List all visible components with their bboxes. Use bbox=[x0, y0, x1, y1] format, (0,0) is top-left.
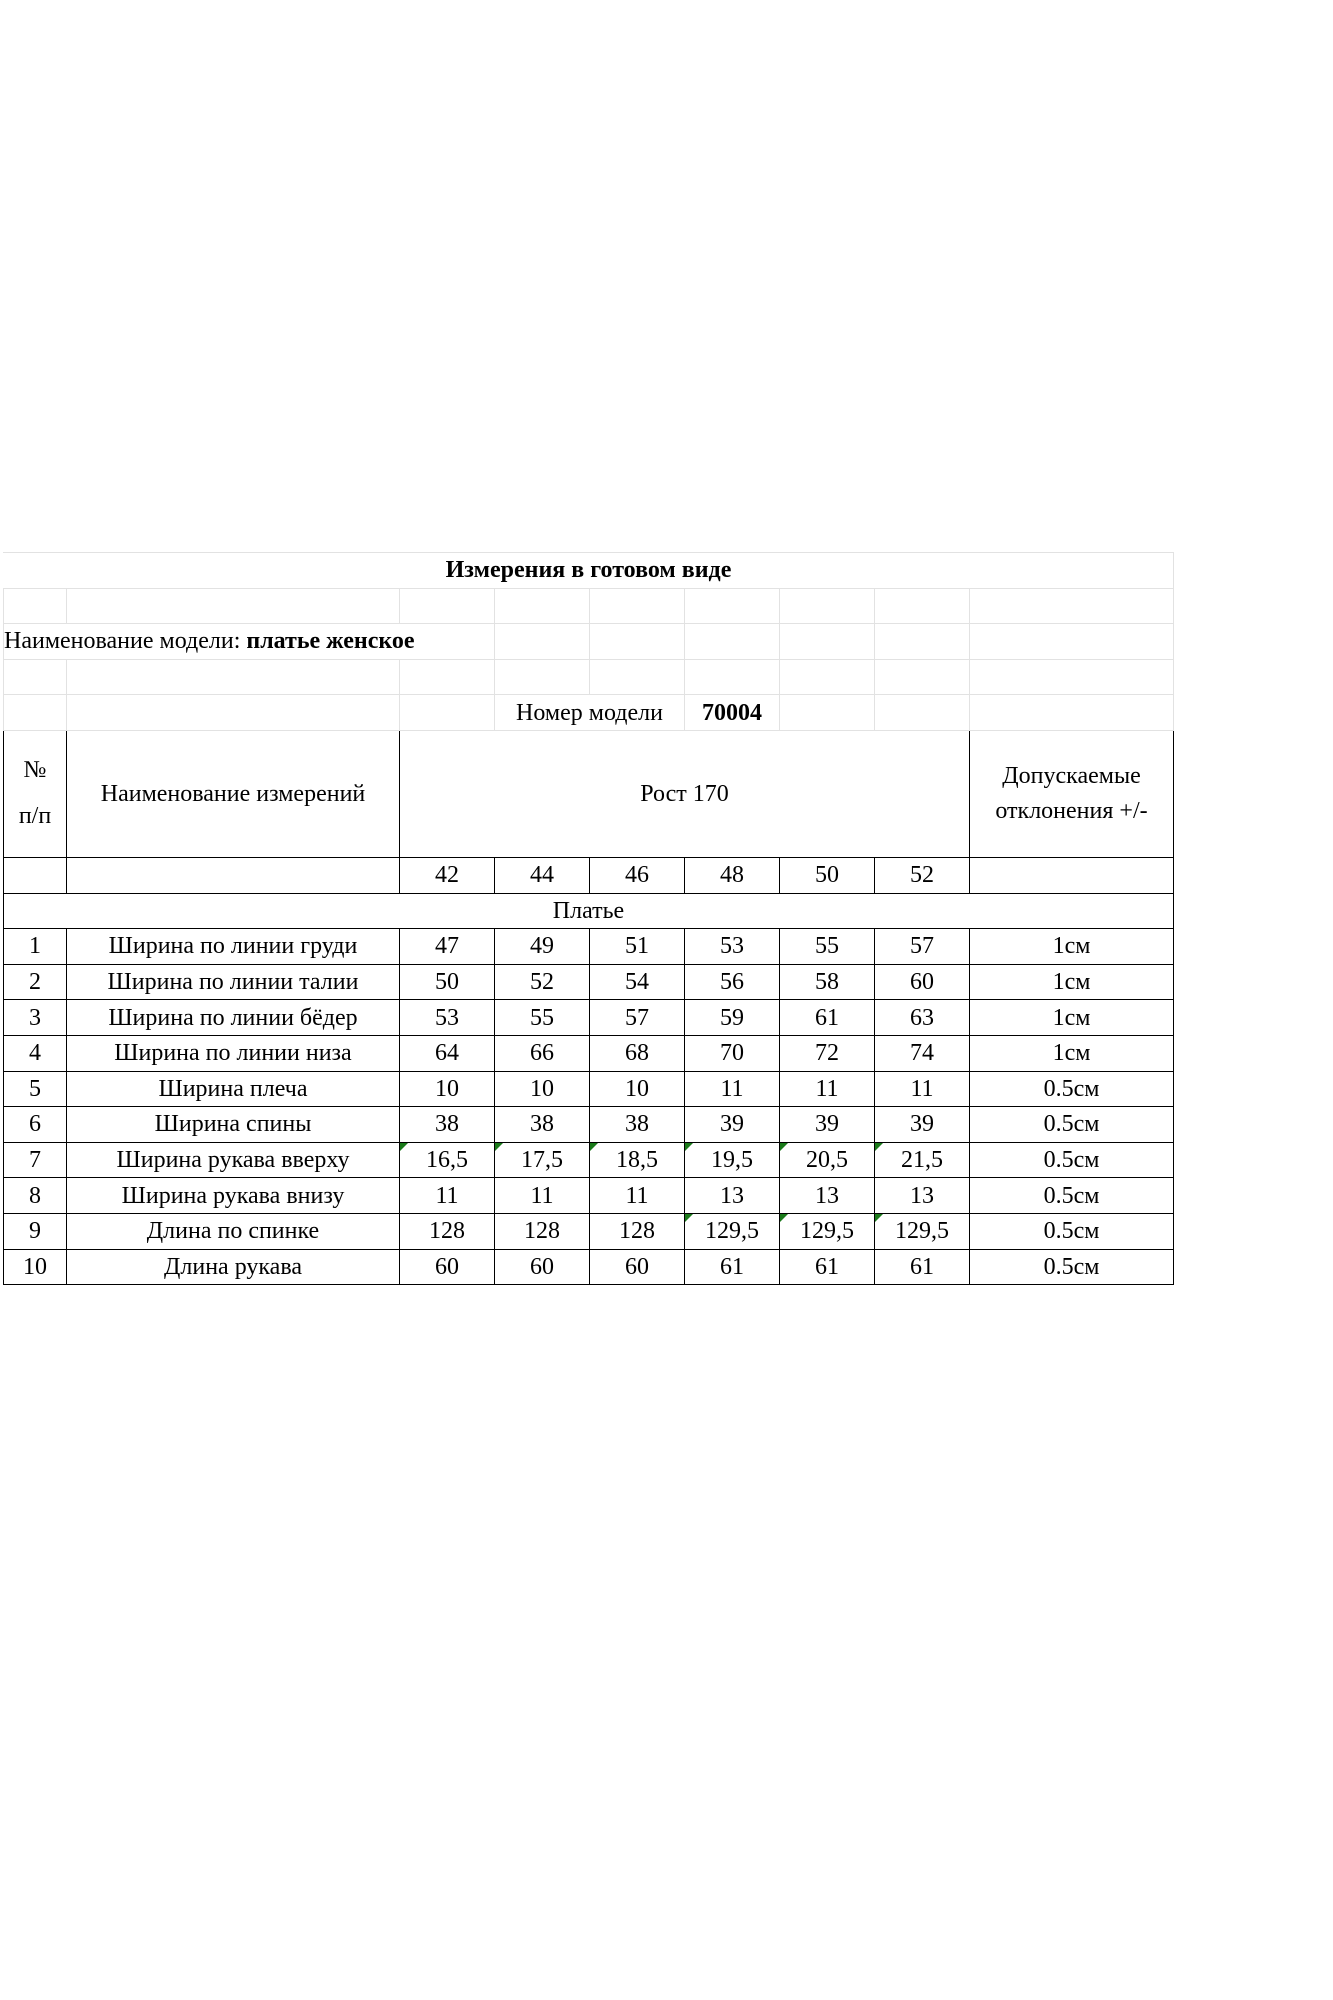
measurement-name: Ширина по линии бёдер bbox=[67, 1000, 400, 1036]
tolerance-value: 0.5см bbox=[970, 1178, 1174, 1214]
measurement-value: 11 bbox=[590, 1178, 685, 1214]
size-cell: 50 bbox=[780, 857, 875, 893]
row-number: 1 bbox=[4, 929, 67, 965]
row-number: 3 bbox=[4, 1000, 67, 1036]
measurement-value: 13 bbox=[875, 1178, 970, 1214]
measurement-value: 57 bbox=[590, 1000, 685, 1036]
measurement-value: 129,5 bbox=[685, 1213, 780, 1249]
measurement-value: 61 bbox=[875, 1249, 970, 1285]
row-number: 2 bbox=[4, 964, 67, 1000]
measurement-value: 11 bbox=[780, 1071, 875, 1107]
measurement-value: 18,5 bbox=[590, 1142, 685, 1178]
measurement-value: 51 bbox=[590, 929, 685, 965]
measurement-name: Ширина рукава вверху bbox=[67, 1142, 400, 1178]
table-row bbox=[4, 929, 1174, 965]
row-number: 4 bbox=[4, 1035, 67, 1071]
section-label: Платье bbox=[4, 893, 1174, 929]
measurement-value: 39 bbox=[875, 1107, 970, 1143]
size-cell: 44 bbox=[495, 857, 590, 893]
tolerance-value: 1см bbox=[970, 1000, 1174, 1036]
table-row bbox=[4, 1249, 1174, 1285]
table-row bbox=[4, 1035, 1174, 1071]
measurement-value: 61 bbox=[780, 1249, 875, 1285]
measurement-value: 17,5 bbox=[495, 1142, 590, 1178]
measurement-value: 128 bbox=[495, 1213, 590, 1249]
header-tolerance bbox=[970, 730, 1174, 857]
tolerance-value: 1см bbox=[970, 1035, 1174, 1071]
measurement-value: 58 bbox=[780, 964, 875, 1000]
measurement-value: 38 bbox=[400, 1107, 495, 1143]
measurement-value: 52 bbox=[495, 964, 590, 1000]
size-cell: 52 bbox=[875, 857, 970, 893]
measurement-value: 11 bbox=[400, 1178, 495, 1214]
size-cell: 42 bbox=[400, 857, 495, 893]
measurement-value: 63 bbox=[875, 1000, 970, 1036]
measurement-rows bbox=[4, 929, 1174, 1285]
measurement-name: Ширина по линии груди bbox=[67, 929, 400, 965]
header-num bbox=[4, 730, 67, 857]
measurement-value: 21,5 bbox=[875, 1142, 970, 1178]
measurement-value: 11 bbox=[875, 1071, 970, 1107]
measurement-value: 53 bbox=[400, 1000, 495, 1036]
measurement-value: 19,5 bbox=[685, 1142, 780, 1178]
measurement-value: 39 bbox=[780, 1107, 875, 1143]
measurement-value: 129,5 bbox=[780, 1213, 875, 1249]
measurement-value: 13 bbox=[685, 1178, 780, 1214]
table-row bbox=[4, 1213, 1174, 1249]
measurement-name: Ширина по линии низа bbox=[67, 1035, 400, 1071]
model-number-label: Номер модели bbox=[495, 695, 685, 731]
measurement-value: 61 bbox=[685, 1249, 780, 1285]
measurement-value: 70 bbox=[685, 1035, 780, 1071]
measurement-value: 56 bbox=[685, 964, 780, 1000]
header-height: Рост 170 bbox=[400, 730, 970, 857]
measurement-name: Ширина плеча bbox=[67, 1071, 400, 1107]
measurement-value: 11 bbox=[685, 1071, 780, 1107]
header-tolerance-line2: отклонения +/- bbox=[995, 797, 1148, 824]
measurement-name: Ширина по линии талии bbox=[67, 964, 400, 1000]
header-tolerance-line1: Допускаемые bbox=[1002, 763, 1141, 790]
measurement-value: 129,5 bbox=[875, 1213, 970, 1249]
measurement-value: 55 bbox=[780, 929, 875, 965]
measurement-value: 13 bbox=[780, 1178, 875, 1214]
measurement-value: 53 bbox=[685, 929, 780, 965]
sheet-title: Измерения в готовом виде bbox=[4, 553, 1174, 589]
measurement-value: 60 bbox=[400, 1249, 495, 1285]
table-row bbox=[4, 964, 1174, 1000]
measurement-value: 16,5 bbox=[400, 1142, 495, 1178]
size-cell: 46 bbox=[590, 857, 685, 893]
measurement-value: 128 bbox=[400, 1213, 495, 1249]
measurement-value: 11 bbox=[495, 1178, 590, 1214]
measurement-value: 60 bbox=[495, 1249, 590, 1285]
tolerance-value: 0.5см bbox=[970, 1213, 1174, 1249]
measurement-value: 74 bbox=[875, 1035, 970, 1071]
table-row bbox=[4, 1178, 1174, 1214]
measurement-value: 10 bbox=[400, 1071, 495, 1107]
measurement-name: Ширина спины bbox=[67, 1107, 400, 1143]
measurement-value: 47 bbox=[400, 929, 495, 965]
tolerance-value: 0.5см bbox=[970, 1071, 1174, 1107]
size-cell: 48 bbox=[685, 857, 780, 893]
measurement-value: 61 bbox=[780, 1000, 875, 1036]
measurement-value: 60 bbox=[590, 1249, 685, 1285]
measurement-value: 10 bbox=[590, 1071, 685, 1107]
tolerance-value: 0.5см bbox=[970, 1249, 1174, 1285]
measurement-value: 68 bbox=[590, 1035, 685, 1071]
row-number: 10 bbox=[4, 1249, 67, 1285]
table-row bbox=[4, 1000, 1174, 1036]
header-num-bottom: п/п bbox=[18, 802, 52, 829]
header-num-top: № bbox=[23, 757, 47, 784]
measurement-name: Длина рукава bbox=[67, 1249, 400, 1285]
tolerance-value: 0.5см bbox=[970, 1107, 1174, 1143]
measurement-value: 57 bbox=[875, 929, 970, 965]
row-number: 8 bbox=[4, 1178, 67, 1214]
tolerance-value: 0.5см bbox=[970, 1142, 1174, 1178]
table-row bbox=[4, 1071, 1174, 1107]
measurement-value: 38 bbox=[495, 1107, 590, 1143]
model-name-label: Наименование модели: bbox=[4, 628, 241, 655]
row-number: 7 bbox=[4, 1142, 67, 1178]
model-name-line bbox=[4, 624, 495, 660]
measurement-name: Длина по спинке bbox=[67, 1213, 400, 1249]
measurement-value: 50 bbox=[400, 964, 495, 1000]
measurement-value: 128 bbox=[590, 1213, 685, 1249]
header-measurement-name: Наименование измерений bbox=[67, 730, 400, 857]
measurement-value: 59 bbox=[685, 1000, 780, 1036]
measurement-value: 39 bbox=[685, 1107, 780, 1143]
measurement-value: 54 bbox=[590, 964, 685, 1000]
measurement-value: 10 bbox=[495, 1071, 590, 1107]
table-row bbox=[4, 1142, 1174, 1178]
measurement-value: 60 bbox=[875, 964, 970, 1000]
row-number: 5 bbox=[4, 1071, 67, 1107]
measurement-value: 38 bbox=[590, 1107, 685, 1143]
row-number: 9 bbox=[4, 1213, 67, 1249]
tolerance-value: 1см bbox=[970, 929, 1174, 965]
measurement-value: 20,5 bbox=[780, 1142, 875, 1178]
measurement-value: 64 bbox=[400, 1035, 495, 1071]
measurements-table bbox=[3, 552, 1174, 1285]
measurement-name: Ширина рукава внизу bbox=[67, 1178, 400, 1214]
measurement-value: 55 bbox=[495, 1000, 590, 1036]
tolerance-value: 1см bbox=[970, 964, 1174, 1000]
measurement-value: 72 bbox=[780, 1035, 875, 1071]
measurement-value: 66 bbox=[495, 1035, 590, 1071]
model-number-value: 70004 bbox=[685, 695, 780, 731]
measurement-value: 49 bbox=[495, 929, 590, 965]
table-row bbox=[4, 1107, 1174, 1143]
row-number: 6 bbox=[4, 1107, 67, 1143]
model-name-value: платье женское bbox=[246, 628, 415, 655]
